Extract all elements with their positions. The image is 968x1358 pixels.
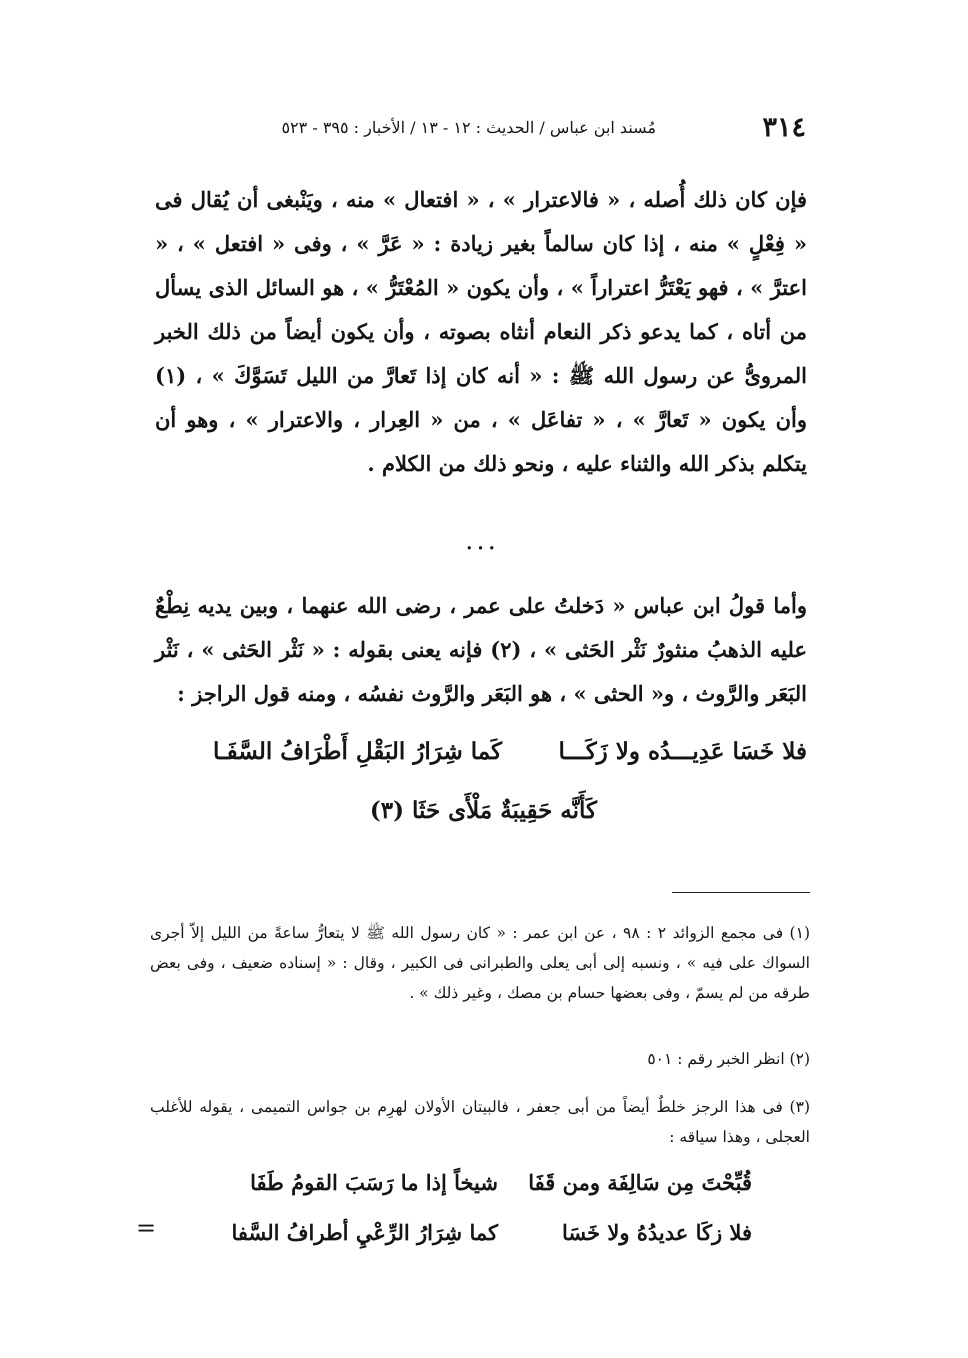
footnote-2: (٢) انظر الخبر رقم : ٥٠١ <box>647 1050 810 1068</box>
footnote-verse-2a: فلا زكَا عديدُهُ ولا خَسَا <box>561 1220 752 1245</box>
verse-2: كَأَنَّه حَقِيبَةٌ مَلْأَى حَثَا (٣) <box>369 797 597 824</box>
verse-1-hemistich-1: فلا خَسَا عَدِيـــدُه ولا زَكَـــا <box>558 738 807 765</box>
footnote-verse-1b: شيخاً إذا ما رَسَبَ القومُ طَفَا <box>250 1170 498 1195</box>
footnote-3: (٣) فى هذا الرجز خلطٌ أيضاً من أبى جعفر ، فالبيتان الأولان لهرِم بن جواس التميمى ، يقوله للأغلب العجلى ، وهذا سياقه : <box>150 1098 810 1146</box>
paragraph-2: وأما قولُ ابن عباس « دَخلتُ على عمر ، رضى الله عنهما ، وبين يديه نِطْعٌ عليه الذهبُ منثورٌ نَثْر الحَثى » ، (٢) فإنه يعنى بقوله : « نَثْر الحَثى » ، نَثْر البَعَر والرَّوث ، و« الحثى » ، هو البَعَر والرَّوث نفسُه ، ومنه قول الراجز : <box>155 593 808 706</box>
section-separator: ... <box>465 526 499 556</box>
page-header <box>222 112 806 152</box>
footnote-1: (١) فى مجمع الزوائد ٢ : ٩٨ ، عن ابن عمر : « كان رسول الله ﷺ لا يتعارُّ ساعةً من الليل إلاّ أجرى السواك على فيه » ، ونسبه إلى أبى يعلى والطبرانى فى الكبير ، وقال : « إسناده ضعيف ، وفى بعض طرقه من لم يسمّ ، وفى بعضها حسام بن مصك ، وغير ذلك » . <box>150 924 810 1002</box>
continuation-mark: = <box>136 1214 157 1242</box>
verse-1-hemistich-2: كَما شِرَارُ البَقْلِ أَطْرَافُ السَّفَـا <box>212 738 502 765</box>
paragraph-1: فإن كان ذلك أُصله ، « فالاعترار » ، « افتعال » منه ، ويَنْبغى أن يُقال فى « فِعْلٍ » منه ، إذا كان سالماً بغير زيادة : « عَرَّ » ، وفى « افتعل » ، « اعترَّ » ، فهو يَعْتَرُّ اعتراراً » ، وأن يكون « المُعْتَرُّ » ، هو السائل الذى يسأل من أتاه ، كما يدعو ذكر النعام أنثاه بصوته ، وأن يكون أيضاً من ذلك الخبر المروىُّ عن رسول الله ﷺ : « أنه كان إذا تَعارَّ من الليل تَسَوَّكَ » ، (١) وأن يكون « تَعارَّ » ، « تفاعَل » ، من « العِرار ، والاعترار » ، وهو أن يتكلم بذكر الله والثناء عليه ، ونحو ذلك من الكلام . <box>155 187 807 476</box>
page-number: ٣١٤ <box>762 112 806 143</box>
footnote-rule <box>672 892 810 893</box>
footnote-verse-2b: كما شِرَارُ الرِّعْيِ أطرافُ السَّفا <box>231 1220 498 1245</box>
running-title: مُسند ابن عباس / الحديث : ١٢ - ١٣ / الأخبار : ٣٩٥ - ٥٢٣ <box>281 118 656 137</box>
footnote-verse-1a: قُبِّحْتَ مِن سَالِفَة ومن قَفَا <box>528 1170 752 1195</box>
